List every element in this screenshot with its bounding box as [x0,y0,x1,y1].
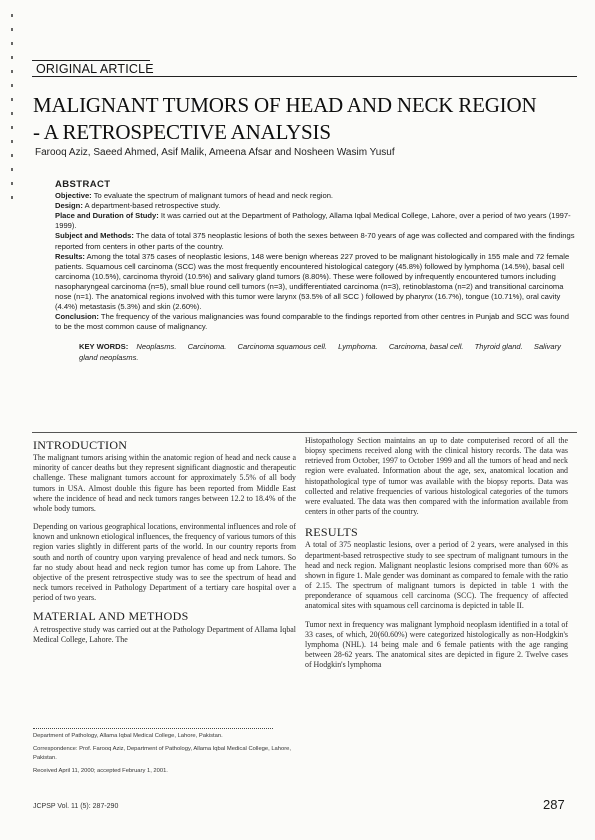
conclusion-text: The frequency of the various malignancies was found comparable to the findings reported from other centres in Punjab and SCC was found to be the most common cause of malignancy. [55,312,569,332]
abstract-conclusion [55,312,575,332]
methods-heading: MATERIAL AND METHODS [33,609,189,624]
abstract-objective [55,191,575,201]
left-column [33,436,296,653]
results-heading: RESULTS [305,525,359,540]
abstract-block [55,180,575,363]
abstract-results [55,252,575,313]
results-text: Among the total 375 cases of neoplastic lesions, 148 were benign whereas 227 proved to be malignant histologically in 155 male and 72 female patients. Squamous cell carcinoma (SCC) was the most frequently encountered histological category (45.8%) followed by lymphoma (14.5%), basal cell carcinoma (10.5%), carcinoma thyroid (10.5%) and salivary gland tumors (8.80%). These were followed by infrequently encountered tumors including nasopharyngeal carcinoma (n=5), small blue round cell tumors (n=3), undifferentiated carcinoma (n=3), retinoblastoma (n=2) and transitional carcinoma nose (n=1). The anatomical regions involved with this tumor were larynx (53.5% of all SCC ) followed by pharynx (16.7%), tongue (10.71%), oral cavity (4.4%) metastasis (5.3%) and skin (2.60%). [55,251,570,312]
methods-text: The data of total 375 neoplastic lesions of both the sexes between 8-70 years of age was collected and compared with the findings reported from centers in other parts of the country. [55,231,575,251]
design-label: Design: [55,201,83,211]
keyword: Carcinoma, basal cell. [388,342,464,352]
title-line-2: - A RETROSPECTIVE ANALYSIS [33,120,331,144]
abstract-heading: ABSTRACT [55,179,111,190]
article-title [33,92,578,146]
footnote-rule [33,728,273,729]
methods-paragraph-1: A retrospective study was carried out at the Pathology Department of Allama Iqbal Medical College, Lahore. The [33,624,296,644]
methods-continued-paragraph: Histopathology Section maintains an up to date computerised record of all the biopsy specimens received along with the clinical history records. The data was retrieved from October, 1997 to October 1999 and all the tumors of head and neck region were evaluated. Information about the age, sex, anatomical location and histopathological type of tumor was available with the biopsy reports. Data was collected and relative frequencies of various histological categories of the tumors were evaluated. The data was then compared with the information available from centers in other parts of the country. [305,436,568,517]
introduction-paragraph-1: The malignant tumors arising within the anatomic region of head and neck cause a minority of cancer deaths but they represent significant diagnostic and therapeutic challenge. These malignant tumors account for approximately 5.5% of all body tumors in USA. Almost double this figure has been reported from Middle East where the incidence of head and neck tumors ranges between 12.2 to 18.4% of the whole body tumors. [33,453,296,513]
abstract-design [55,201,575,211]
keyword: Salivary gland neoplasms. [79,342,561,362]
footnote-dates: Received April 11, 2000; accepted February 1, 2001. [33,768,168,774]
objective-label: Objective: [55,191,92,201]
keyword: Lymphoma. [338,342,378,352]
scan-edge-marks [8,14,18,224]
introduction-paragraph-2: Depending on various geographical locations, environmental influences and role of known and unknown etiological influences, the frequency of various tumors of this region varies slightly in different parts of the world. In our country reports from south and north of country upon varying prevalence of head and neck tumors. So far no study about head and neck region tumor has come up from Lahore. The objective of the present retrospective study was to see the spectrum of head and neck tumors received in Pathology Department of a tertiary care hospital over a period of two years. [33,522,296,603]
keywords-line [55,342,575,362]
keyword: Thyroid gland. [474,342,523,352]
keyword: Carcinoma squamous cell. [237,342,328,352]
keyword: Carcinoma. [187,342,227,352]
conclusion-label: Conclusion: [55,312,99,322]
footnote-correspondence: Correspondence: Prof. Farooq Aziz, Department of Pathology, Allama Iqbal Medical College, Lahore, Pakistan. [33,746,291,761]
right-column [305,436,568,678]
page-number: 287 [543,797,565,812]
author-list: Farooq Aziz, Saeed Ahmed, Asif Malik, Ameena Afsar and Nosheen Wasim Yusuf [35,147,395,158]
place-text: It was carried out at the Department of Pathology, Allama Iqbal Medical College, Lahore, over a period of two years (1997-1999). [55,211,571,231]
section-label: ORIGINAL ARTICLE [36,62,154,76]
results-paragraph-2: Tumor next in frequency was malignant lymphoid neoplasm identified in a total of 33 cases, of which, 20(60.60%) were categorized histologically as non-Hodgkin's lymphoma (NHL). 14 being male and 6 female patients with the age ranging between 28-62 years. The anatomical sites are depicted in figure 2. Twelve cases of Hodgkin's lymphoma [305,619,568,670]
abstract-place [55,211,575,231]
objective-text: To evaluate the spectrum of malignant tumors of head and neck region. [93,191,334,201]
methods-label: Subject and Methods: [55,231,134,241]
footnote-department: Department of Pathology, Allama Iqbal Medical College, Lahore, Pakistan. [33,733,223,739]
abstract-methods [55,231,575,251]
journal-citation: JCPSP Vol. 11 (5): 287-290 [33,803,119,810]
title-line-1: MALIGNANT TUMORS OF HEAD AND NECK REGION [33,93,537,117]
introduction-heading: INTRODUCTION [33,438,128,452]
abstract-divider [32,432,577,433]
keywords-label: KEY WORDS: [79,342,129,352]
footnotes [33,728,296,780]
top-short-rule [32,60,150,61]
section-rule [32,76,577,77]
place-label: Place and Duration of Study: [55,211,159,221]
design-text: A department-based retrospective study. [84,201,221,211]
results-paragraph-1: A total of 375 neoplastic lesions, over a period of 2 years, were analysed in this department-based retrospective study to see spectrum of malignant tumours in the head and neck region. Malignant neoplastic lesions comprised more than 60% as shown in figure 1. Male gender was dominant as compared to female with the ratio of 2.15. The spectrum of malignant tumors is depicted in table 1 with the preponderance of squamous cell carcinoma (SCC). The frequency of affected anatomical sites with squamous cell carcinoma is depicted in table II. [305,540,568,611]
results-label: Results: [55,251,85,261]
keyword: Neoplasms. [136,342,177,352]
